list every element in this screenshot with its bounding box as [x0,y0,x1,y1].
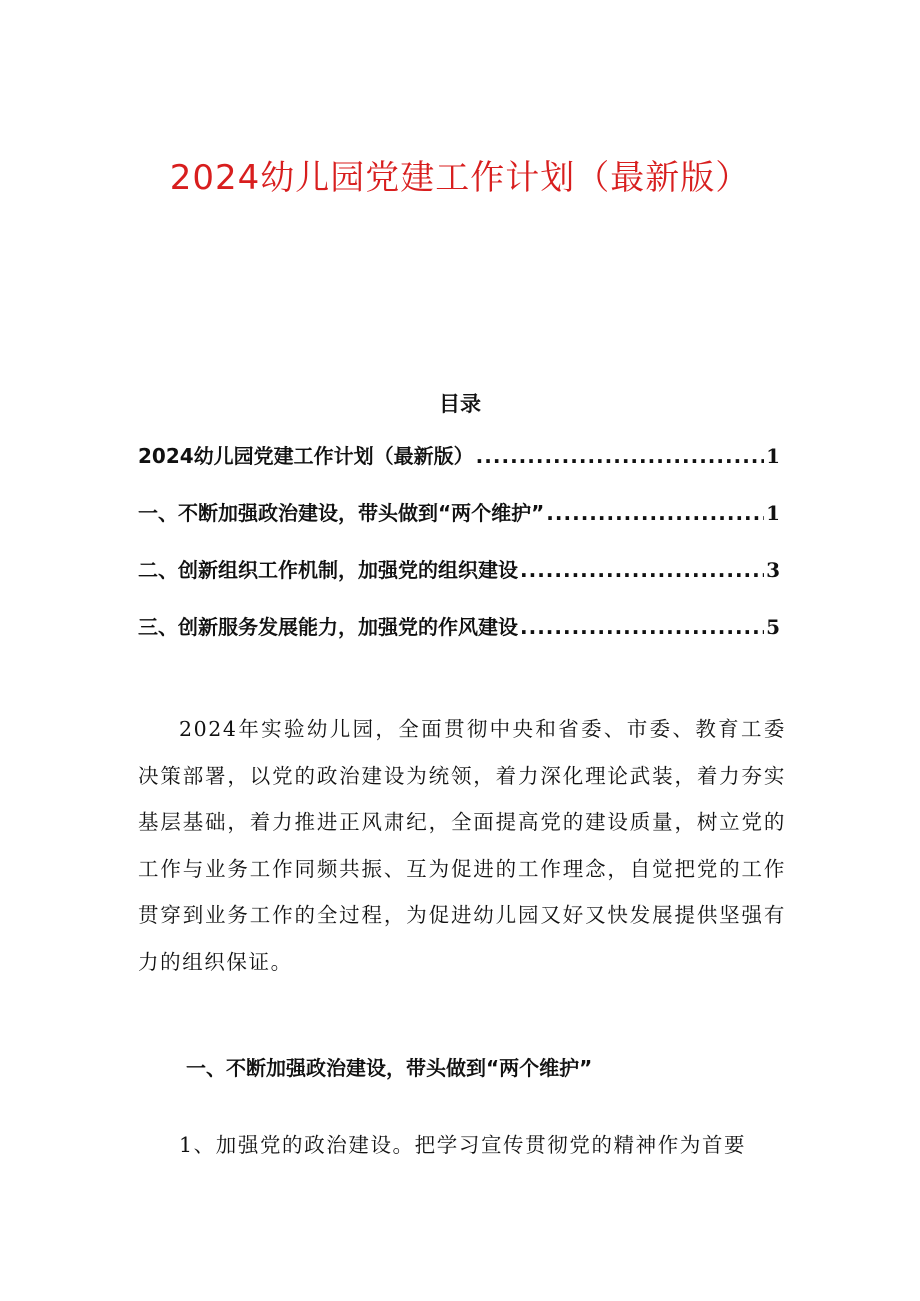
toc-entry[interactable] [138,440,780,497]
toc-entry[interactable] [138,611,780,668]
toc-entry[interactable] [138,554,780,611]
toc-entry-text: 三、创新服务发展能力，加强党的作风建设 [138,615,518,639]
toc-leader-dots [520,615,764,639]
toc-entry-page: 1 [766,501,780,525]
toc-entry-text: 2024幼儿园党建工作计划（最新版） [138,444,474,468]
toc-heading: 目录 [439,392,481,416]
toc-leader-dots [546,501,764,525]
toc-entry-page: 5 [766,615,780,639]
toc-entry-page: 1 [766,444,780,468]
toc-leader-dots [520,558,764,582]
section-heading: 一、不断加强政治建设，带头做到“两个维护” [186,1056,593,1080]
toc-entry-page: 3 [766,558,780,582]
body-paragraph: 1、加强党的政治建设。把学习宣传贯彻党的精神作为首要 [179,1133,747,1157]
intro-paragraph: 2024年实验幼儿园，全面贯彻中央和省委、市委、教育工委决策部署，以党的政治建设为统领，着力深化理论武装，着力夯实基层基础，着力推进正风肃纪，全面提高党的建设质量，树立党的工作与业务工作同频共振、互为促进的工作理念，自觉把党的工作贯穿到业务工作的全过程，为促进幼儿园又好又快发展提供坚强有力的组织保证。 [138,717,786,974]
toc-entry-text: 二、创新组织工作机制，加强党的组织建设 [138,558,518,582]
toc-entry-text: 一、不断加强政治建设，带头做到“两个维护” [138,501,545,525]
toc-leader-dots [476,444,764,468]
toc-entry[interactable] [138,497,780,554]
document-title: 2024幼儿园党建工作计划（最新版） [169,158,751,198]
table-of-contents [138,440,780,668]
